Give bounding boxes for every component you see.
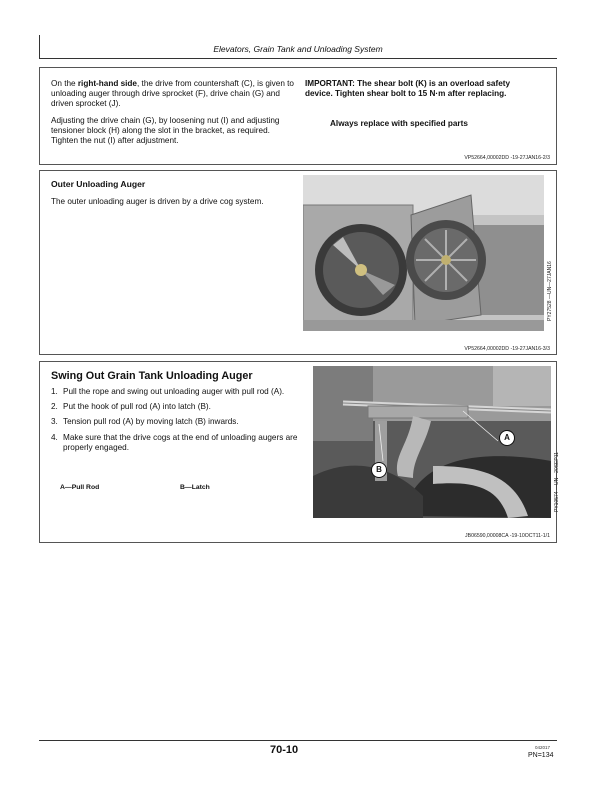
section-drive-chain xyxy=(39,67,557,165)
callout-b: B xyxy=(371,462,387,478)
important-label: IMPORTANT: xyxy=(305,79,355,88)
step-4-number: 4. xyxy=(51,432,58,442)
section1-reference: VP52664,00002DD -19-27JAN16-2/3 xyxy=(464,155,550,161)
outer-auger-title: Outer Unloading Auger xyxy=(51,179,146,189)
drive-paragraph-post: , the drive from countershaft (C), is given to unloading auger through drive sprocket (F), drive chain (G) and driven sprocket (J). xyxy=(51,79,294,109)
footer-pn: PN=134 xyxy=(528,752,554,759)
outer-auger-photo xyxy=(303,175,544,331)
swing-out-steps xyxy=(51,387,301,458)
outer-auger-text: The outer unloading auger is driven by a drive cog system. xyxy=(51,197,264,206)
outer-auger-illustration xyxy=(303,175,544,331)
important-text: The shear bolt (K) is an overload safety device. Tighten shear bolt to 15 N·m after replacing. xyxy=(305,79,511,99)
footer-code: 042017 xyxy=(535,745,551,750)
page-number: 70-10 xyxy=(270,744,299,756)
header-rule xyxy=(39,58,557,59)
step-3-number: 3. xyxy=(51,417,58,427)
step-2-text: Put the hook of pull rod (A) into latch (B). xyxy=(63,402,211,412)
section3-reference: JB06590,00008CA -19-10OCT11-1/1 xyxy=(465,533,550,539)
legend-latch: B—Latch xyxy=(180,484,210,491)
callout-a: A xyxy=(499,430,515,446)
adjust-paragraph: Adjusting the drive chain (G), by loosening nut (I) and adjusting tensioner block (H) along the slot in the bracket, as required. Tighten the nut (I) after adjustment. xyxy=(51,116,280,146)
page-header-title: Elevators, Grain Tank and Unloading System xyxy=(213,44,383,54)
step-4 xyxy=(51,433,301,453)
section2-reference: VP52664,00002DD -19-27JAN16-3/3 xyxy=(464,346,550,352)
swing-out-photo-code: PY10574 —UN—20SEP11 xyxy=(554,452,560,512)
important-note xyxy=(305,79,535,99)
step-2-number: 2. xyxy=(51,402,58,412)
drive-paragraph-bold: right-hand side xyxy=(77,79,137,88)
always-replace-note: Always replace with specified parts xyxy=(330,119,468,128)
footer-rule xyxy=(39,740,557,741)
step-3 xyxy=(51,417,301,427)
swing-out-illustration xyxy=(313,366,551,518)
step-1-text: Pull the rope and swing out unloading auger with pull rod (A). xyxy=(63,387,285,396)
outer-auger-photo-code: PY27528 —UN—27JAN16 xyxy=(547,261,553,321)
step-1 xyxy=(51,387,301,397)
drive-paragraph-pre: On the xyxy=(51,79,78,88)
section-outer-unloading-auger xyxy=(39,170,557,355)
step-3-text: Tension pull rod (A) by moving latch (B) inwards. xyxy=(63,417,239,427)
step-2 xyxy=(51,402,301,412)
step-1-number: 1. xyxy=(51,387,58,396)
drive-paragraph xyxy=(51,79,297,110)
legend-pull-rod: A—Pull Rod xyxy=(60,484,100,491)
swing-out-photo xyxy=(313,366,551,518)
section-swing-out-auger xyxy=(39,361,560,543)
swing-out-title: Swing Out Grain Tank Unloading Auger xyxy=(51,370,253,382)
step-4-text: Make sure that the drive cogs at the end of unloading augers are properly engaged. xyxy=(63,432,298,452)
